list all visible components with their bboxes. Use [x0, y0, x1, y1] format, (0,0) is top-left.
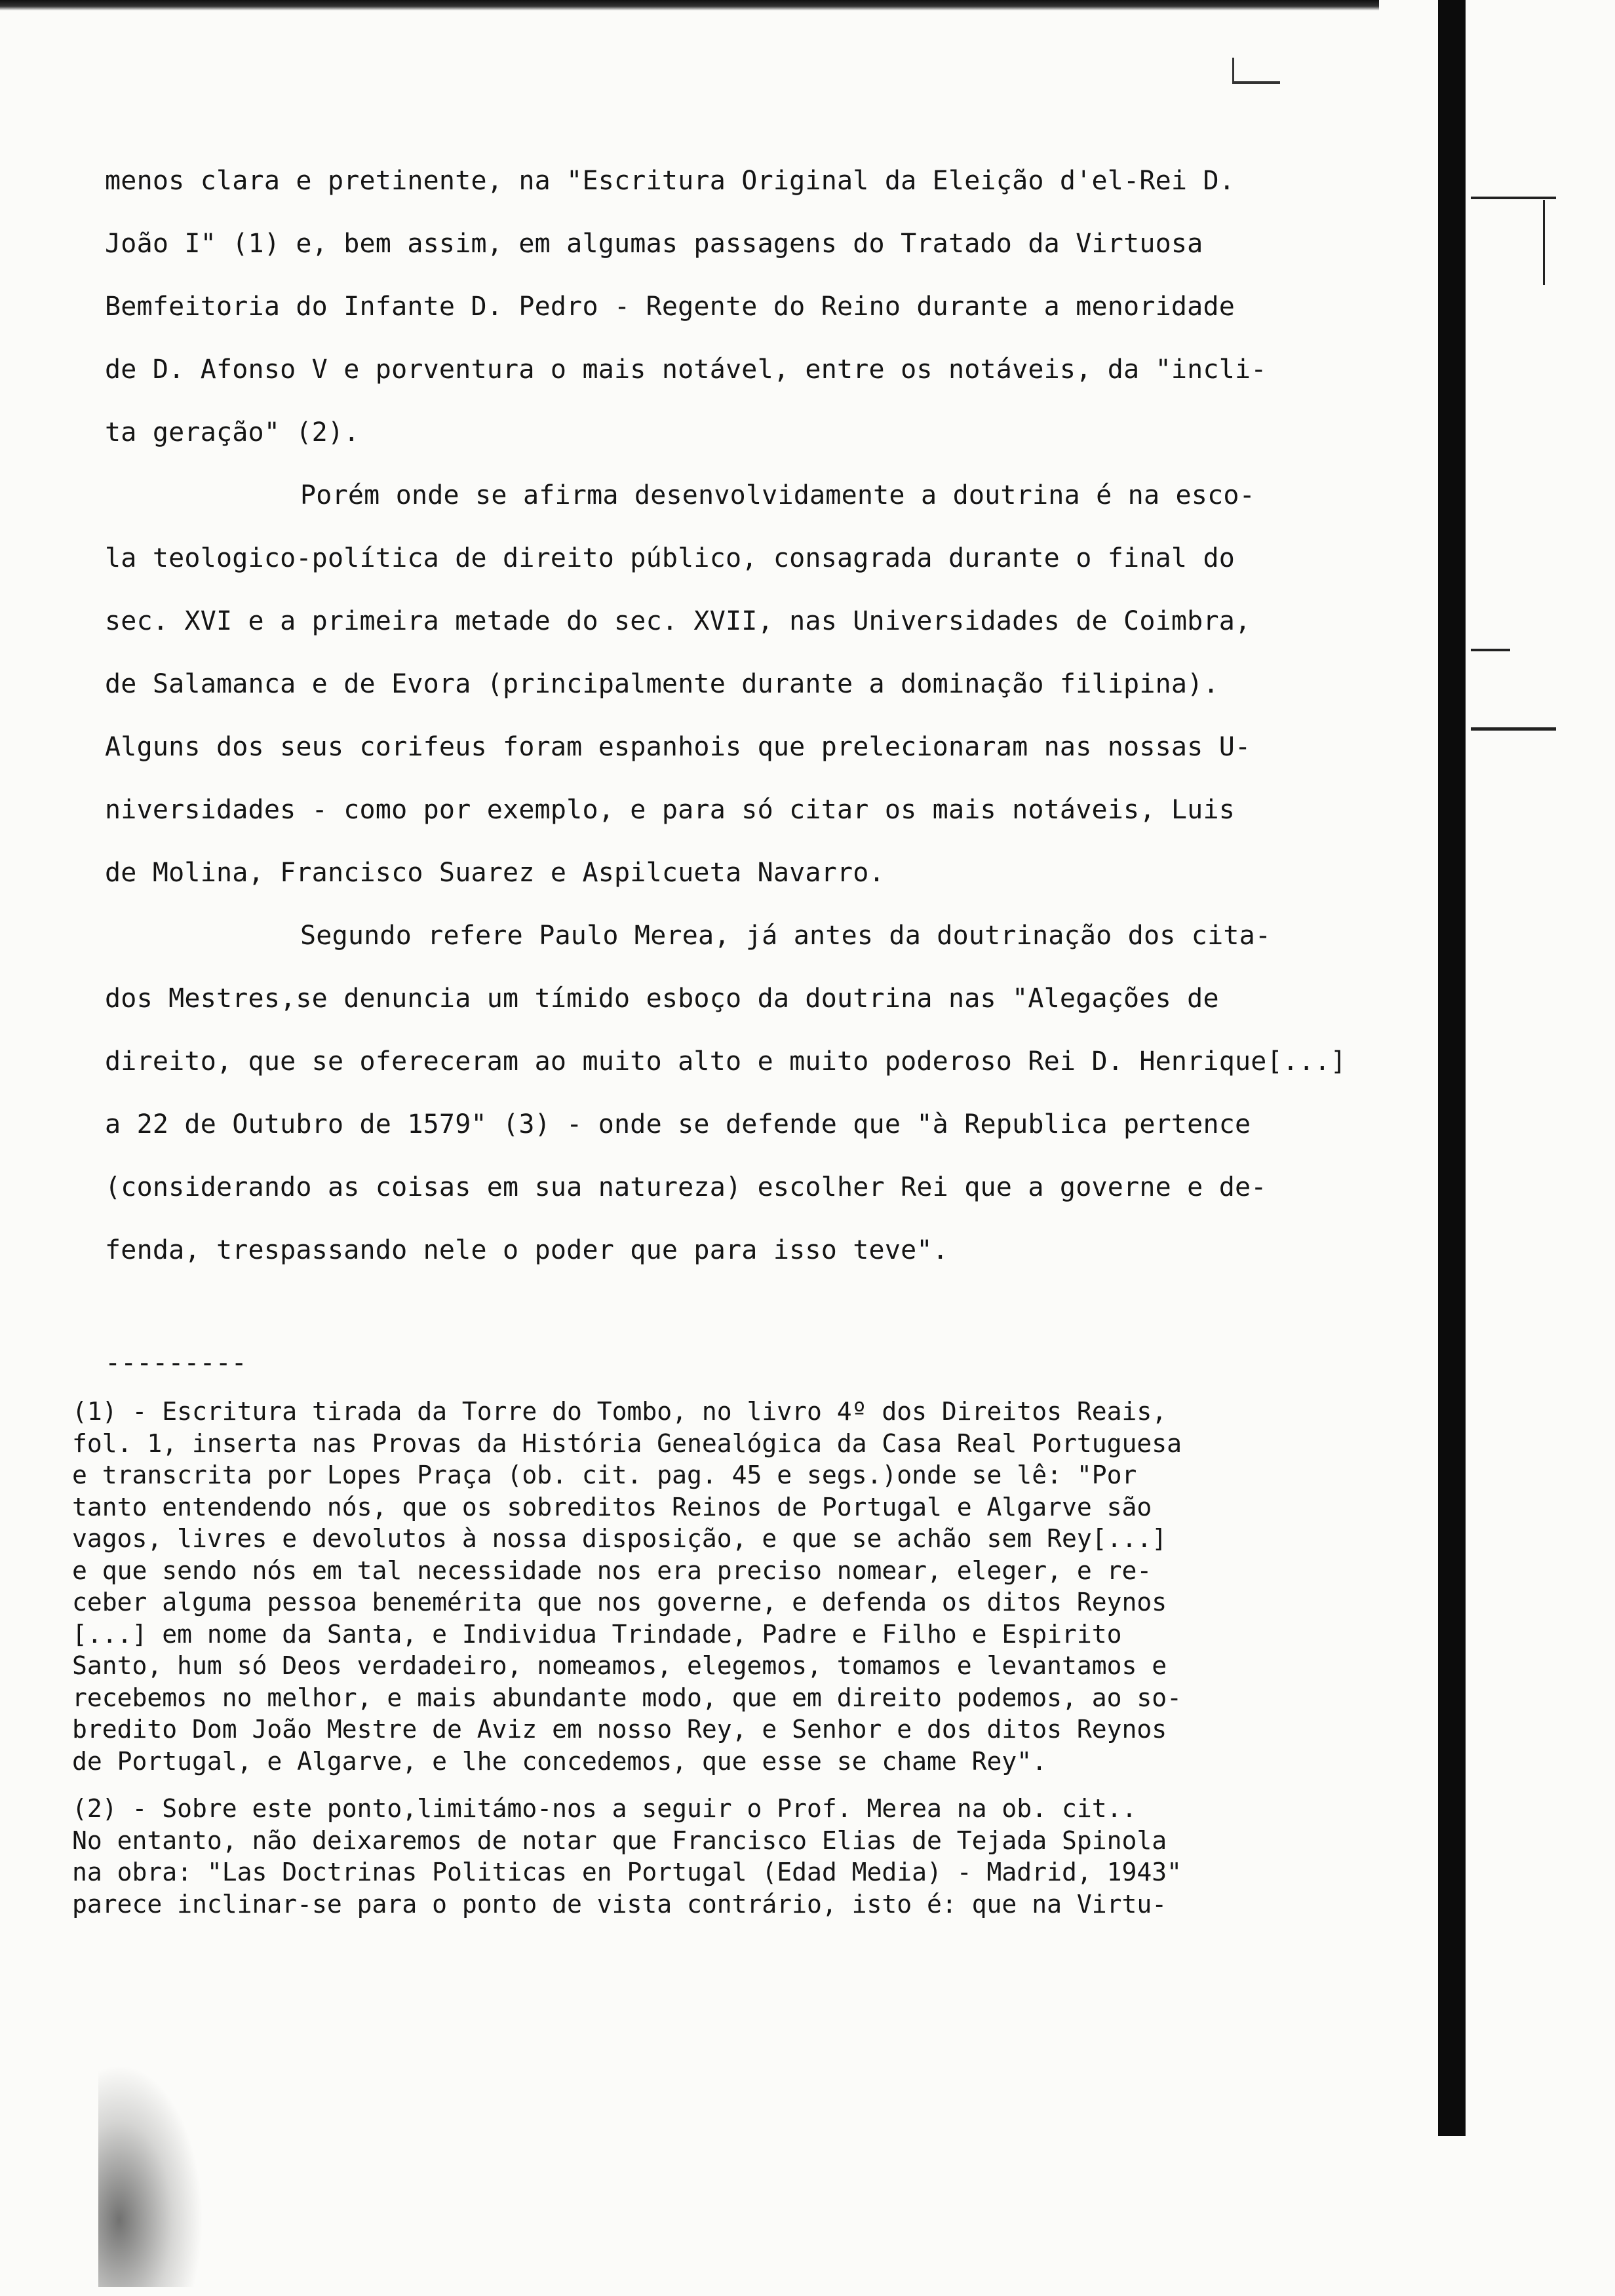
footnote-1-line: de Portugal, e Algarve, e lhe concedemos, que esse se chame Rey".	[72, 1746, 1047, 1776]
footnote-2-line: No entanto, não deixaremos de notar que Francisco Elias de Tejada Spinola	[72, 1826, 1167, 1855]
scan-right-edge	[1379, 0, 1615, 2296]
text-line-8: sec. XVI e a primeira metade do sec. XVII, nas Universidades de Coimbra,	[105, 606, 1251, 636]
edge-mark	[1471, 197, 1556, 199]
footnote-1-line: bredito Dom João Mestre de Aviz em nosso Rey, e Senhor e dos ditos Reynos	[72, 1715, 1167, 1744]
footnote-1-line: (1) - Escritura tirada da Torre do Tombo, no livro 4º dos Direitos Reais,	[72, 1397, 1167, 1426]
text-line-9: de Salamanca e de Evora (principalmente durante a dominação filipina).	[105, 669, 1219, 699]
footnote-1-line: fol. 1, inserta nas Provas da História Genealógica da Casa Real Portuguesa	[72, 1428, 1182, 1458]
edge-mark	[1471, 649, 1510, 651]
footnote-2-line: na obra: "Las Doctrinas Politicas en Portugal (Edad Media) - Madrid, 1943"	[72, 1858, 1182, 1886]
scan-smudge	[98, 2064, 203, 2287]
paragraph-3-start: Segundo refere Paulo Merea, já antes da doutrinação dos cita-	[300, 921, 1272, 951]
main-text	[105, 149, 1346, 1282]
paragraph-2-start: Porém onde se afirma desenvolvidamente a doutrina é na esco-	[300, 480, 1255, 510]
footnote-1-line: e transcrita por Lopes Praça (ob. cit. pag. 45 e segs.)onde se lê: "Por	[72, 1461, 1137, 1489]
footnote-1-line: Santo, hum só Deos verdadeiro, nomeamos, elegemos, tomamos e levantamos e	[72, 1651, 1167, 1680]
text-line-1: menos clara e pretinente, na "Escritura Original da Eleição d'el-Rei D.	[105, 166, 1236, 196]
text-line-10: Alguns dos seus corifeus foram espanhois que prelecionaram nas nossas U-	[105, 732, 1251, 762]
footnote-1-line: tanto entendendo nós, que os sobreditos Reinos de Portugal e Algarve são	[72, 1492, 1152, 1521]
footnote-2-line: parece inclinar-se para o ponto de vista contrário, isto é: que na Virtu-	[72, 1889, 1167, 1919]
footnote-1	[72, 1396, 1331, 1777]
footnote-separator: ---------	[105, 1348, 247, 1378]
footnote-2-line: (2) - Sobre este ponto,limitámo-nos a seguir o Prof. Merea na ob. cit..	[72, 1794, 1137, 1823]
text-line-16: a 22 de Outubro de 1579" (3) - onde se defende que "à Republica pertence	[105, 1109, 1251, 1139]
footnotes	[72, 1396, 1331, 1920]
text-line-7: la teologico-política de direito público, consagrada durante o final do	[105, 543, 1236, 573]
text-line-17: (considerando as coisas em sua natureza) escolher Rei que a governe e de-	[105, 1172, 1267, 1202]
edge-mark	[1543, 200, 1545, 285]
footnote-1-line: e que sendo nós em tal necessidade nos era preciso nomear, eleger, e re-	[72, 1556, 1152, 1585]
text-line-11: niversidades - como por exemplo, e para só citar os mais notáveis, Luis	[105, 795, 1236, 825]
text-line-12: de Molina, Francisco Suarez e Aspilcueta Navarro.	[105, 858, 885, 888]
binding-shadow-bar	[1438, 0, 1466, 2136]
footnote-1-line: recebemos no melhor, e mais abundante modo, que em direito podemos, ao so-	[72, 1683, 1182, 1712]
footnote-1-line: ceber alguma pessoa benemérita que nos governe, e defenda os ditos Reynos	[72, 1588, 1167, 1617]
text-line-2: João I" (1) e, bem assim, em algumas passagens do Tratado da Virtuosa	[105, 229, 1203, 259]
footnote-2	[72, 1793, 1331, 1920]
text-line-4: de D. Afonso V e porventura o mais notável, entre os notáveis, da "incli-	[105, 354, 1267, 385]
text-line-14: dos Mestres,se denuncia um tímido esboço da doutrina nas "Alegações de	[105, 984, 1219, 1014]
footnote-1-line: vagos, livres e devolutos à nossa disposição, e que se achão sem Rey[...]	[72, 1524, 1167, 1553]
footnote-1-line: [...] em nome da Santa, e Individua Trindade, Padre e Filho e Espirito	[72, 1619, 1122, 1649]
text-line-5: ta geração" (2).	[105, 417, 360, 448]
scan-top-edge	[0, 0, 1615, 10]
text-line-3: Bemfeitoria do Infante D. Pedro - Regente do Reino durante a menoridade	[105, 292, 1236, 322]
corner-pencil-mark	[1232, 58, 1280, 84]
edge-mark	[1471, 727, 1556, 731]
text-line-15: direito, que se ofereceram ao muito alto e muito poderoso Rei D. Henrique[...]	[105, 1046, 1346, 1077]
text-line-18: fenda, trespassando nele o poder que para isso teve".	[105, 1235, 948, 1265]
